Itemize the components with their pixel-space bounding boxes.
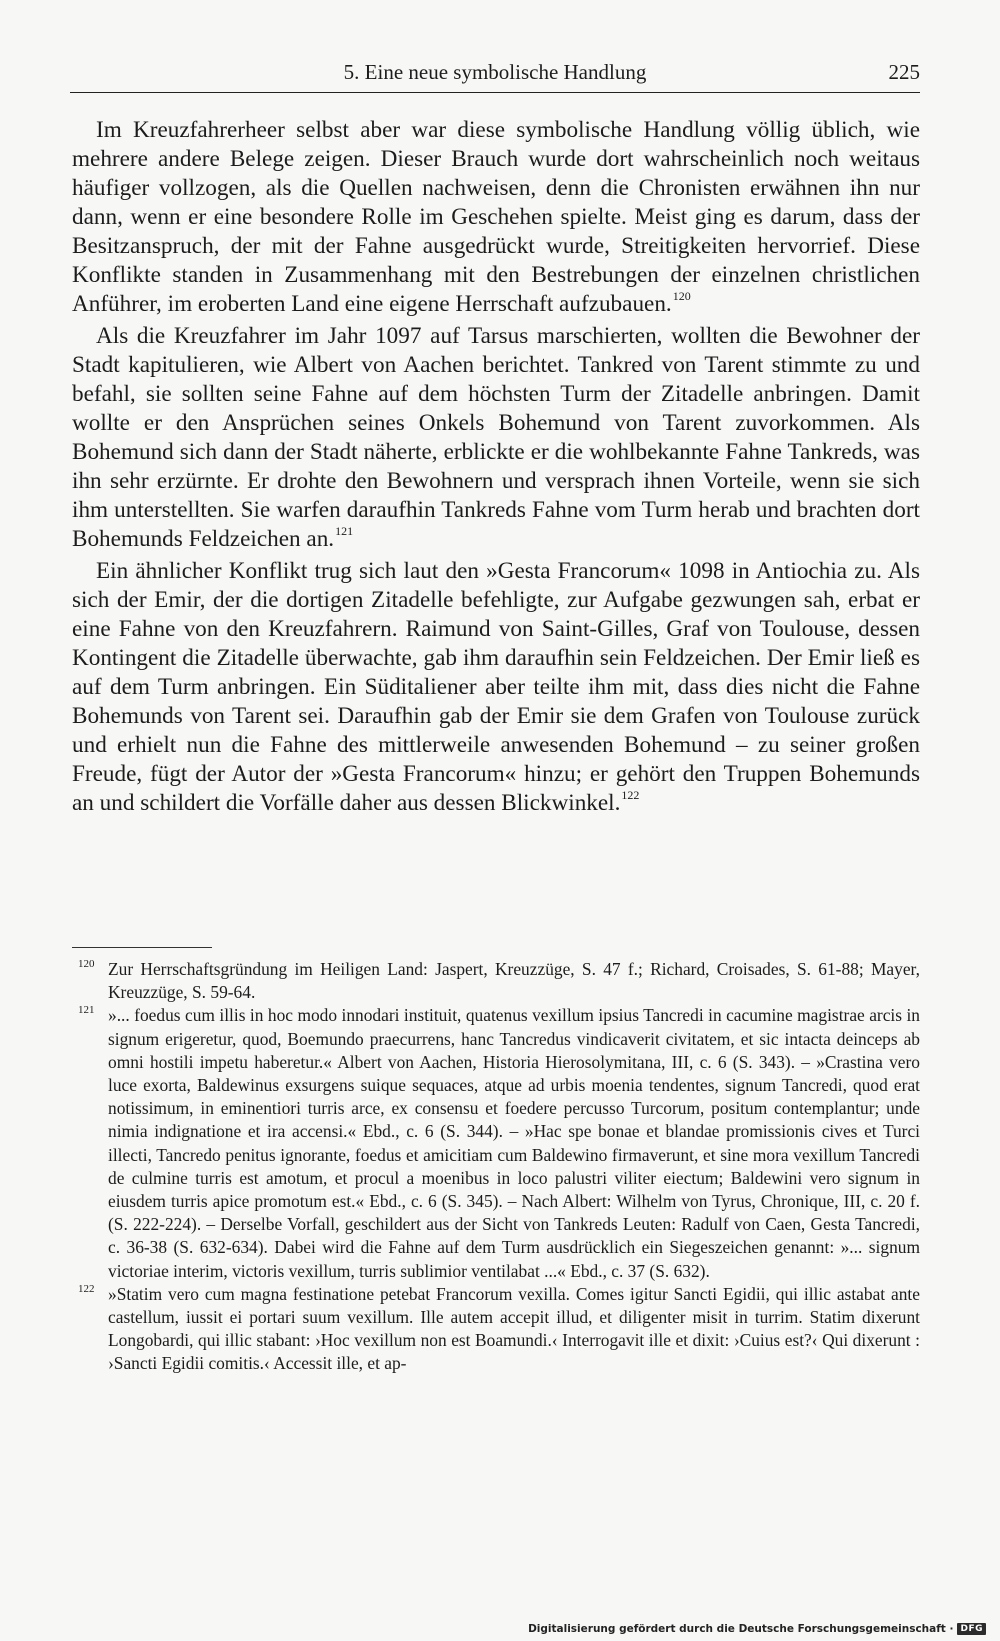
paragraph <box>72 557 920 821</box>
footnote <box>72 1283 920 1376</box>
running-title: 5. Eine neue symbolische Handlung <box>343 60 647 84</box>
paragraph-text: Als die Kreuzfahrer im Jahr 1097 auf Tarsus marschierten, wollten die Bewohner der Stadt kapitulieren, wie Albert von Aachen berichtet. Tankred von Tarent stimmte zu und befahl, sie sollten seine Fahne auf dem höchsten Turm der Zitadelle anbringen. Damit wollte er den Ansprüchen seines Onkels Bohemund von Tarent zuvorkommen. Als Bohemund sich dann der Stadt näherte, erblickte er die wohlbekannte Fahne Tankreds, was ihn sehr erzürnte. Er drohte den Bewohnern und versprach ihnen Vorteile, wenn sie sich ihm unterstellten. Sie warfen daraufhin Tankreds Fahne vom Turm herab und brachten dort Bohemunds Feldzeichen an. <box>72 323 920 552</box>
footnote-reference: 121 <box>335 524 354 538</box>
footnote-reference: 122 <box>621 788 640 802</box>
footnote-text: Zur Herrschaftsgründung im Heiligen Land: Jaspert, Kreuzzüge, S. 47 f.; Richard, Croisades, S. 61-88; Mayer, Kreuzzüge, S. 59-64. <box>108 959 920 1003</box>
dfg-logo-icon: DFG <box>957 1623 986 1635</box>
footnote <box>72 1004 920 1282</box>
footnote-separator <box>72 947 212 948</box>
digitization-credit <box>528 1623 986 1635</box>
paragraph <box>72 116 920 322</box>
paragraph <box>72 322 920 557</box>
paragraph-text: Ein ähnlicher Konflikt trug sich laut den »Gesta Francorum« 1098 in Antiochia zu. Als sich der Emir, der die dortigen Zitadelle befehligte, zur Aufgabe gezwungen sah, erbat er eine Fahne von den Kreuzfahrern. Raimund von Saint-Gilles, Graf von Toulouse, dessen Kontingent die Zitadelle überwachte, gab ihm daraufhin sein Feldzeichen. Der Emir ließ es auf dem Turm anbringen. Ein Süditaliener aber teilte ihm mit, dass dies nicht die Fahne Bohemunds von Tarent sei. Daraufhin gab der Emir sie dem Grafen von Toulouse zurück und erhielt nun die Fahne des mittlerweile anwesenden Bohemund – zu seiner großen Freude, fügt der Autor der »Gesta Francorum« hinzu; er gehört den Truppen Bohemunds an und schildert die Vorfälle daher aus dessen Blickwinkel. <box>72 558 920 816</box>
footnote-reference: 120 <box>672 289 691 303</box>
footnote <box>72 958 920 1004</box>
paragraph-text: Im Kreuzfahrerheer selbst aber war diese symbolische Handlung völlig üblich, wie mehrere andere Belege zeigen. Dieser Brauch wurde dort wahrscheinlich noch weitaus häufiger vollzogen, als die Quellen nachweisen, denn die Chronisten erwähnen ihn nur dann, wenn er eine besondere Rolle im Geschehen spielte. Meist ging es darum, dass der Besitzanspruch, der mit der Fahne ausgedrückt wurde, Streitigkeiten hervorrief. Diese Konflikte standen in Zusammenhang mit den Bestrebungen der einzelnen christlichen Anführer, im eroberten Land eine eigene Herrschaft aufzubauen. <box>72 117 920 317</box>
footnote-number: 120 <box>78 958 95 970</box>
running-head <box>70 58 920 93</box>
body-text <box>72 116 920 821</box>
footnote-text: »... foedus cum illis in hoc modo innodari instituit, quatenus vexillum ipsius Tancredi in cacumine magistrae arcis in signum erigeretur, quod, Boemundo praecurrens, hanc Tancredus vindicaverit civitatem, et sic intacta deinceps ab omni hostili impetu haberetur.« Albert von Aachen, Historia Hierosolymitana, III, c. 6 (S. 343). – »Crastina vero luce exorta, Baldewinus exsurgens suique sequaces, atque ad urbis moenia tendentes, signum Tancredi, quod erat notissimum, in eminentiori turris arce, ex consensu et foedere percusso Turcorum, positum contemplantur; unde nimia indignatione et ira accensi.« Ebd., c. 6 (S. 344). – »Hac spe bonae et blandae promissionis cives et Turci illecti, Tancredo penitus ignorante, foedus et amicitiam cum Baldewino firmaverunt, et sine mora vexillum Tancredi de culmine turris est amotum, et procul a moenibus in loco palustri viliter eiectum; Baldewini vero signum in eiusdem turris apice promotum est.« Ebd., c. 6 (S. 345). – Nach Albert: Wilhelm von Tyrus, Chronique, III, c. 20 f. (S. 222-224). – Derselbe Vorfall, geschildert aus der Sicht von Tankreds Leuten: Radulf von Caen, Gesta Tancredi, c. 36-38 (S. 632-634). Dabei wird die Fahne auf dem Turm ausdrücklich ein Siegeszeichen genannt: »... signum victoriae interim, victoris vexillum, turris sublimior ventilabat ...« Ebd., c. 37 (S. 632). <box>108 1005 920 1281</box>
credit-text: Digitalisierung gefördert durch die Deutsche Forschungsgemeinschaft · <box>528 1623 954 1635</box>
footnotes <box>72 958 920 1376</box>
footnote-number: 121 <box>78 1004 95 1017</box>
page-number: 225 <box>888 60 920 84</box>
footnote-number: 122 <box>78 1282 95 1295</box>
footnote-text: »Statim vero cum magna festinatione petebat Francorum vexilla. Comes igitur Sancti Egidii, qui illic astabat ante castellum, iussit ei portari suum vexillum. Ille autem accepit illud, et diligenter misit in turrim. Statim dixerunt Longobardi, qui illic stabant: ›Hoc vexillum non est Boamundi.‹ Interrogavit ille et dixit: ›Cuius est?‹ Qui dixerunt : ›Sancti Egidii comitis.‹ Accessit ille, et ap- <box>108 1283 920 1374</box>
